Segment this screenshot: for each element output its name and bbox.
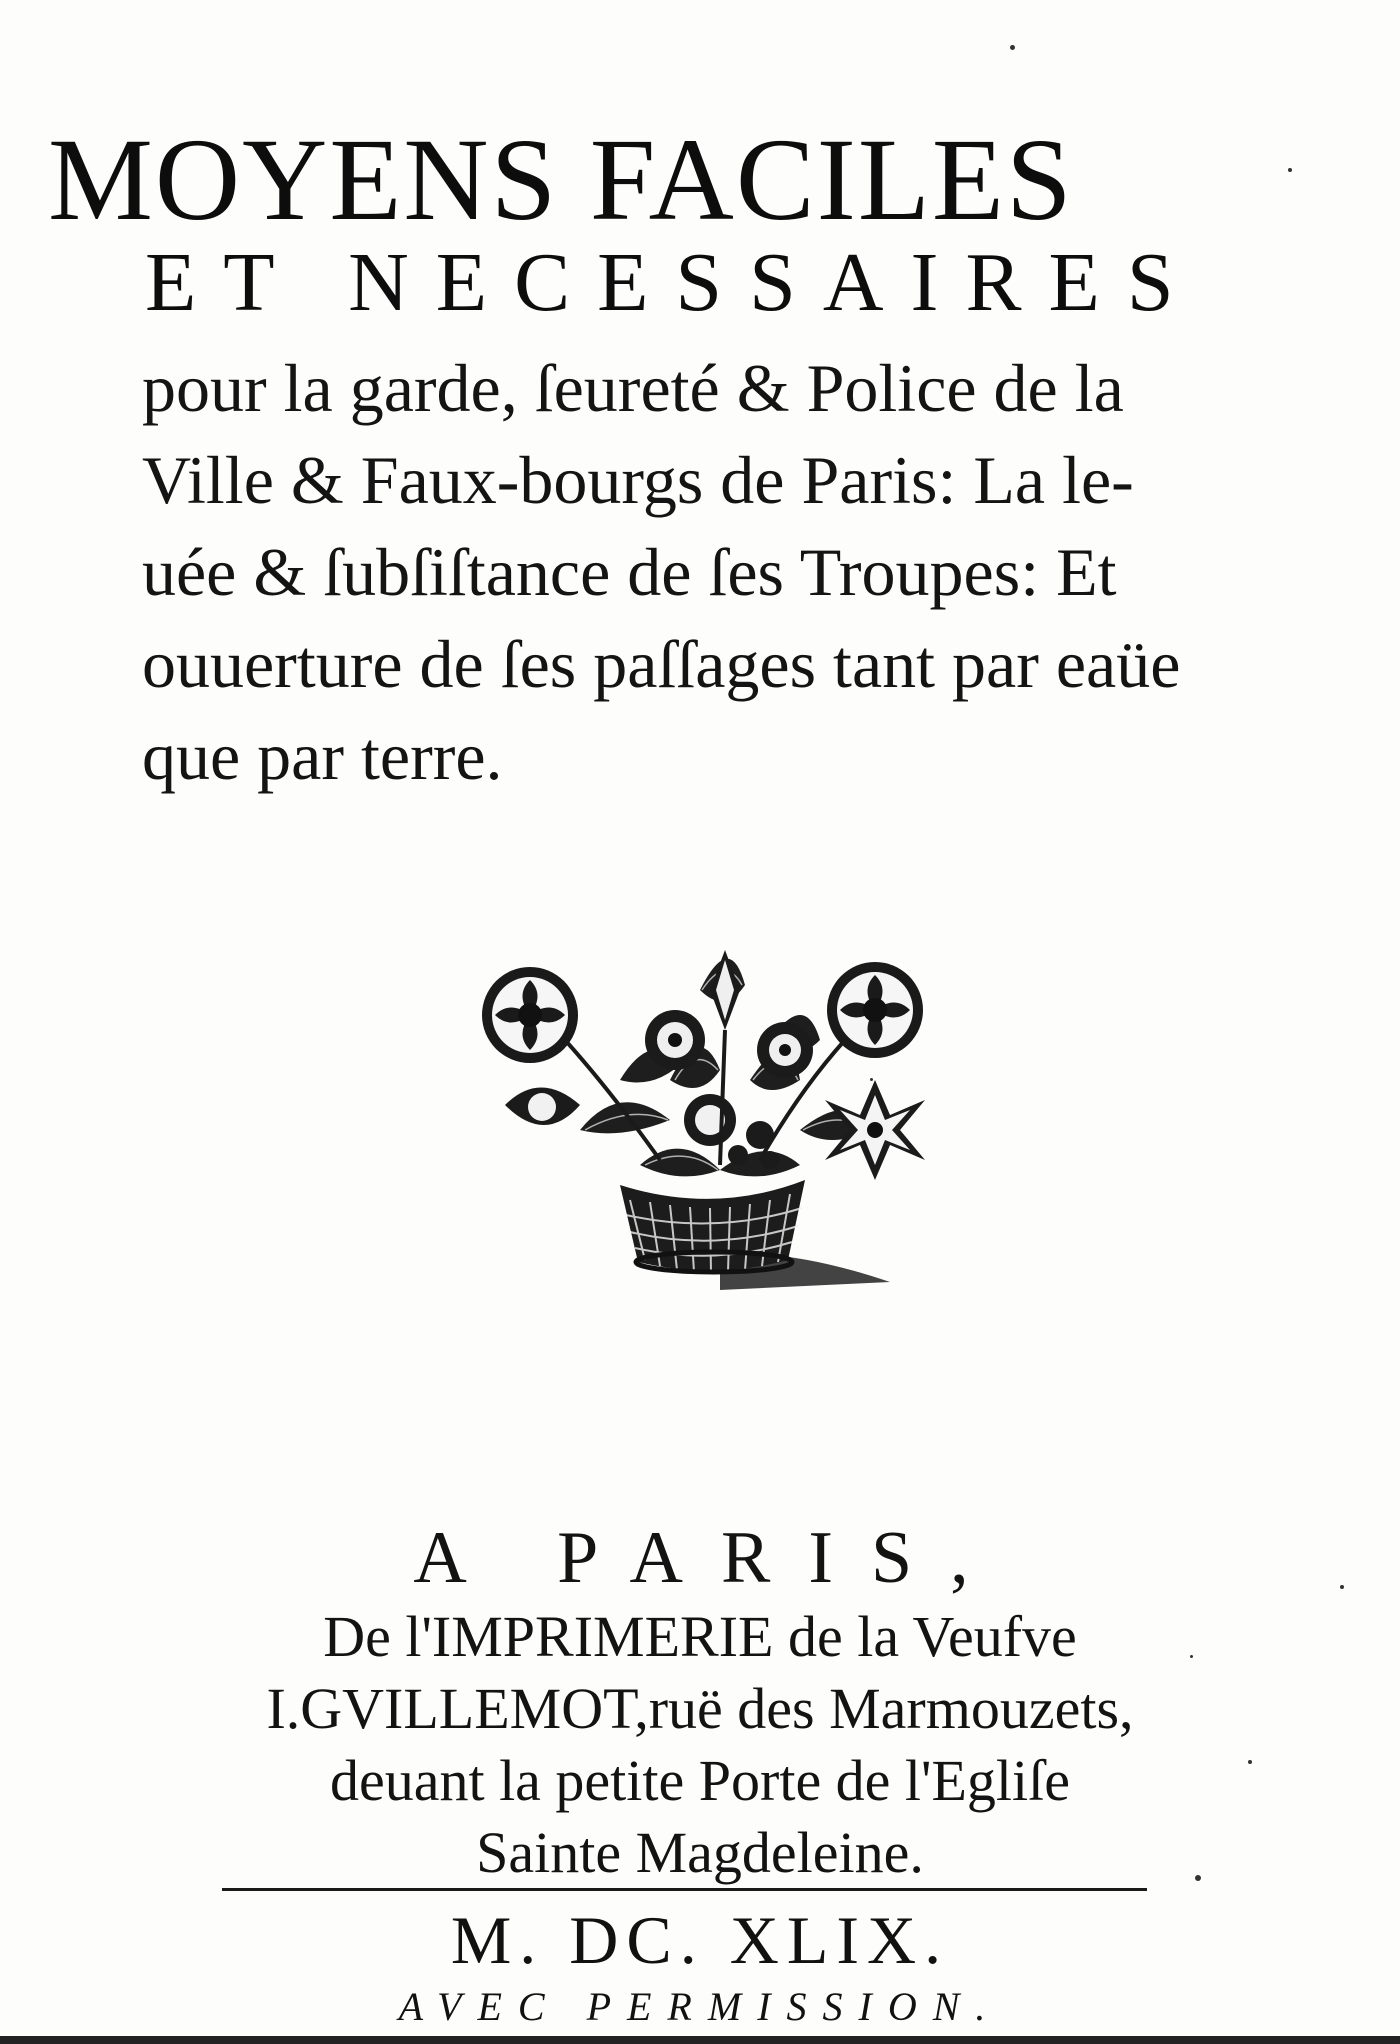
speck — [1190, 1655, 1193, 1658]
speck — [870, 1078, 873, 1081]
speck — [1010, 45, 1015, 50]
speck — [1248, 1760, 1252, 1764]
page-bottom-edge — [0, 2036, 1400, 2044]
description-line: pour la garde, ſeureté & Police de la — [142, 350, 1124, 426]
description-line: uée & ſubſiſtance de ſes Troupes: Et — [142, 534, 1117, 610]
description-line: Ville & Faux-bourgs de Paris: La le- — [142, 442, 1134, 518]
sub-title: ET NECESSAIRES — [145, 236, 1201, 329]
permission-line: AVEC PERMISSION. — [398, 1984, 1002, 2029]
speck — [1195, 1875, 1201, 1881]
publication-year: M. DC. XLIX. — [450, 1902, 950, 1978]
description — [142, 342, 1302, 802]
imprint-line: I.GVILLEMOT,ruë des Marmouzets, — [266, 1676, 1134, 1741]
main-title: MOYENS FACILES — [48, 114, 1074, 245]
imprint-line: deuant la petite Porte de l'Egliſe — [329, 1748, 1071, 1813]
description-line: que par terre. — [142, 718, 503, 794]
imprint-line: De l'IMPRIMERIE de la Veufve — [323, 1604, 1077, 1669]
speck — [1340, 1585, 1344, 1589]
speck — [1288, 168, 1292, 172]
flower-basket-icon — [470, 930, 950, 1300]
divider-rule — [222, 1888, 1147, 1891]
imprint-line: Sainte Magdeleine. — [476, 1820, 924, 1885]
imprint-city: A PARIS, — [413, 1517, 1007, 1599]
imprint — [100, 1515, 1300, 1889]
description-line: ouuerture de ſes paſſages tant par eaüe — [142, 626, 1181, 702]
